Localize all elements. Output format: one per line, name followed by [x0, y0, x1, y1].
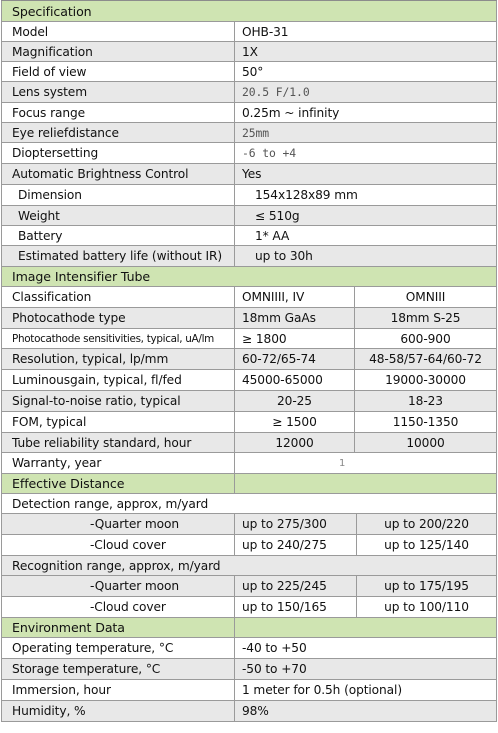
section-header-environment — [1, 618, 497, 638]
env-value: -40 to +50 — [234, 638, 496, 658]
section-header-blank — [234, 618, 496, 637]
tube-row-resolution — [1, 349, 497, 370]
spec-label: Lens system — [12, 85, 87, 99]
section-header-specification — [1, 1, 497, 22]
spec-row-field-of-view — [1, 62, 497, 82]
distance-value-omni-iii: up to 175/195 — [356, 576, 496, 596]
tube-value-omni-iii: 600-900 — [354, 329, 496, 348]
spec-label: Automatic Brightness Control — [12, 167, 189, 181]
distance-row-recognition-heading — [1, 556, 497, 576]
tube-label: Signal-to-noise ratio, typical — [12, 394, 181, 408]
distance-label: -Quarter moon — [90, 579, 180, 593]
distance-value-omni-iii: up to 200/220 — [356, 514, 496, 534]
spec-row-diopter — [1, 143, 497, 164]
tube-value-omni-iv: 18mm GaAs — [234, 308, 354, 328]
distance-subheading: Detection range, approx, m/yard — [12, 496, 209, 511]
tube-value-omni-iv: 12000 — [234, 433, 354, 452]
distance-label: -Cloud cover — [90, 600, 166, 614]
spec-label: Eye reliefdistance — [12, 125, 119, 140]
tube-value-omni-iii: 18mm S-25 — [354, 308, 496, 328]
distance-row-recognition-cloud-cover — [1, 597, 497, 618]
spec-label: Model — [12, 24, 49, 39]
tube-row-warranty — [1, 453, 497, 474]
spec-table — [1, 0, 497, 722]
tube-label: Photocathode sensitivities, typical, uA/lm — [12, 332, 214, 345]
spec-value: 25mm — [234, 123, 496, 142]
spec-value: -6 to +4 — [234, 143, 496, 163]
tube-row-reliability — [1, 433, 497, 453]
distance-value-omni-iv: up to 225/245 — [234, 576, 356, 596]
spec-label: Dioptersetting — [12, 146, 99, 160]
tube-value-omni-iii: 10000 — [354, 433, 496, 452]
tube-row-sensitivity — [1, 329, 497, 349]
tube-label: Resolution, typical, lp/mm — [12, 352, 169, 366]
spec-value: OHB-31 — [234, 22, 496, 41]
distance-row-detection-heading — [1, 494, 497, 514]
tube-value-omni-iii: 1150-1350 — [354, 412, 496, 432]
spec-row-weight — [1, 206, 497, 226]
spec-value: 1X — [234, 42, 496, 61]
tube-row-luminous-gain — [1, 370, 497, 391]
env-label: Humidity, % — [12, 704, 86, 718]
env-row-operating-temp — [1, 638, 497, 659]
spec-label: Focus range — [12, 105, 86, 120]
tube-value-omni-iv: ≥ 1500 — [234, 412, 354, 432]
distance-row-detection-quarter-moon — [1, 514, 497, 535]
spec-value: 154x128x89 mm — [234, 185, 496, 205]
tube-value-omni-iii: 19000-30000 — [354, 370, 496, 390]
spec-value: 50° — [234, 62, 496, 81]
spec-value: up to 30h — [234, 246, 496, 266]
tube-label: Luminousgain, typical, fl/fed — [12, 373, 182, 387]
spec-row-battery — [1, 226, 497, 246]
spec-row-eye-relief — [1, 123, 497, 143]
spec-row-focus-range — [1, 103, 497, 123]
spec-value: Yes — [234, 164, 496, 184]
env-row-immersion — [1, 680, 497, 701]
distance-value-omni-iv: up to 150/165 — [234, 597, 356, 617]
tube-value-omni-iii: OMNIII — [354, 287, 496, 307]
tube-value-omni-iii: 18-23 — [354, 391, 496, 411]
section-title: Specification — [12, 3, 92, 19]
tube-value-omni-iv: 20-25 — [234, 391, 354, 411]
env-value: 98% — [234, 701, 496, 721]
distance-row-recognition-quarter-moon — [1, 576, 497, 597]
spec-label: Estimated battery life (without IR) — [18, 249, 222, 263]
spec-value: ≤ 510g — [234, 206, 496, 225]
distance-value-omni-iv: up to 275/300 — [234, 514, 356, 534]
spec-value: 1* AA — [234, 226, 496, 245]
env-value: -50 to +70 — [234, 659, 496, 679]
spec-label: Magnification — [12, 44, 93, 59]
spec-value: 20.5 F/1.0 — [234, 82, 496, 102]
section-header-blank — [234, 474, 496, 493]
tube-label: FOM, typical — [12, 415, 87, 429]
spec-value: 0.25m ~ infinity — [234, 103, 496, 122]
env-label: Immersion, hour — [12, 683, 111, 697]
section-title: Environment Data — [12, 620, 125, 635]
spec-label: Weight — [18, 208, 60, 223]
spec-row-lens-system — [1, 82, 497, 103]
tube-value-warranty: 1 — [234, 453, 496, 473]
tube-value-omni-iv: OMNIIII, IV — [234, 287, 354, 307]
tube-label: Tube reliability standard, hour — [12, 435, 192, 450]
env-label: Storage temperature, °C — [12, 662, 161, 676]
section-title: Effective Distance — [12, 476, 125, 491]
distance-label: -Cloud cover — [90, 538, 166, 552]
distance-label: -Quarter moon — [90, 517, 180, 531]
env-value: 1 meter for 0.5h (optional) — [234, 680, 496, 700]
tube-value-omni-iv: 60-72/65-74 — [234, 349, 354, 369]
tube-label: Classification — [12, 290, 92, 304]
distance-value-omni-iii: up to 125/140 — [356, 535, 496, 555]
distance-value-omni-iii: up to 100/110 — [356, 597, 496, 617]
distance-value-omni-iv: up to 240/275 — [234, 535, 356, 555]
env-row-storage-temp — [1, 659, 497, 680]
section-header-image-intensifier — [1, 267, 497, 287]
spec-row-dimension — [1, 185, 497, 206]
spec-row-brightness-control — [1, 164, 497, 185]
distance-row-detection-cloud-cover — [1, 535, 497, 556]
tube-row-fom — [1, 412, 497, 433]
section-header-effective-distance — [1, 474, 497, 494]
tube-label: Photocathode type — [12, 311, 126, 325]
tube-row-snr — [1, 391, 497, 412]
tube-value-omni-iii: 48-58/57-64/60-72 — [354, 349, 496, 369]
spec-row-model — [1, 22, 497, 42]
tube-row-classification — [1, 287, 497, 308]
spec-row-magnification — [1, 42, 497, 62]
tube-value-omni-iv: ≥ 1800 — [234, 329, 354, 348]
spec-label: Field of view — [12, 64, 87, 79]
tube-row-photocathode-type — [1, 308, 497, 329]
env-row-humidity — [1, 701, 497, 722]
spec-label: Dimension — [18, 188, 82, 202]
tube-label: Warranty, year — [12, 456, 102, 470]
env-label: Operating temperature, °C — [12, 641, 174, 655]
distance-subheading: Recognition range, approx, m/yard — [12, 558, 221, 573]
section-title: Image Intensifier Tube — [12, 269, 151, 284]
spec-label: Battery — [18, 228, 63, 243]
tube-value-omni-iv: 45000-65000 — [234, 370, 354, 390]
spec-row-battery-life — [1, 246, 497, 267]
